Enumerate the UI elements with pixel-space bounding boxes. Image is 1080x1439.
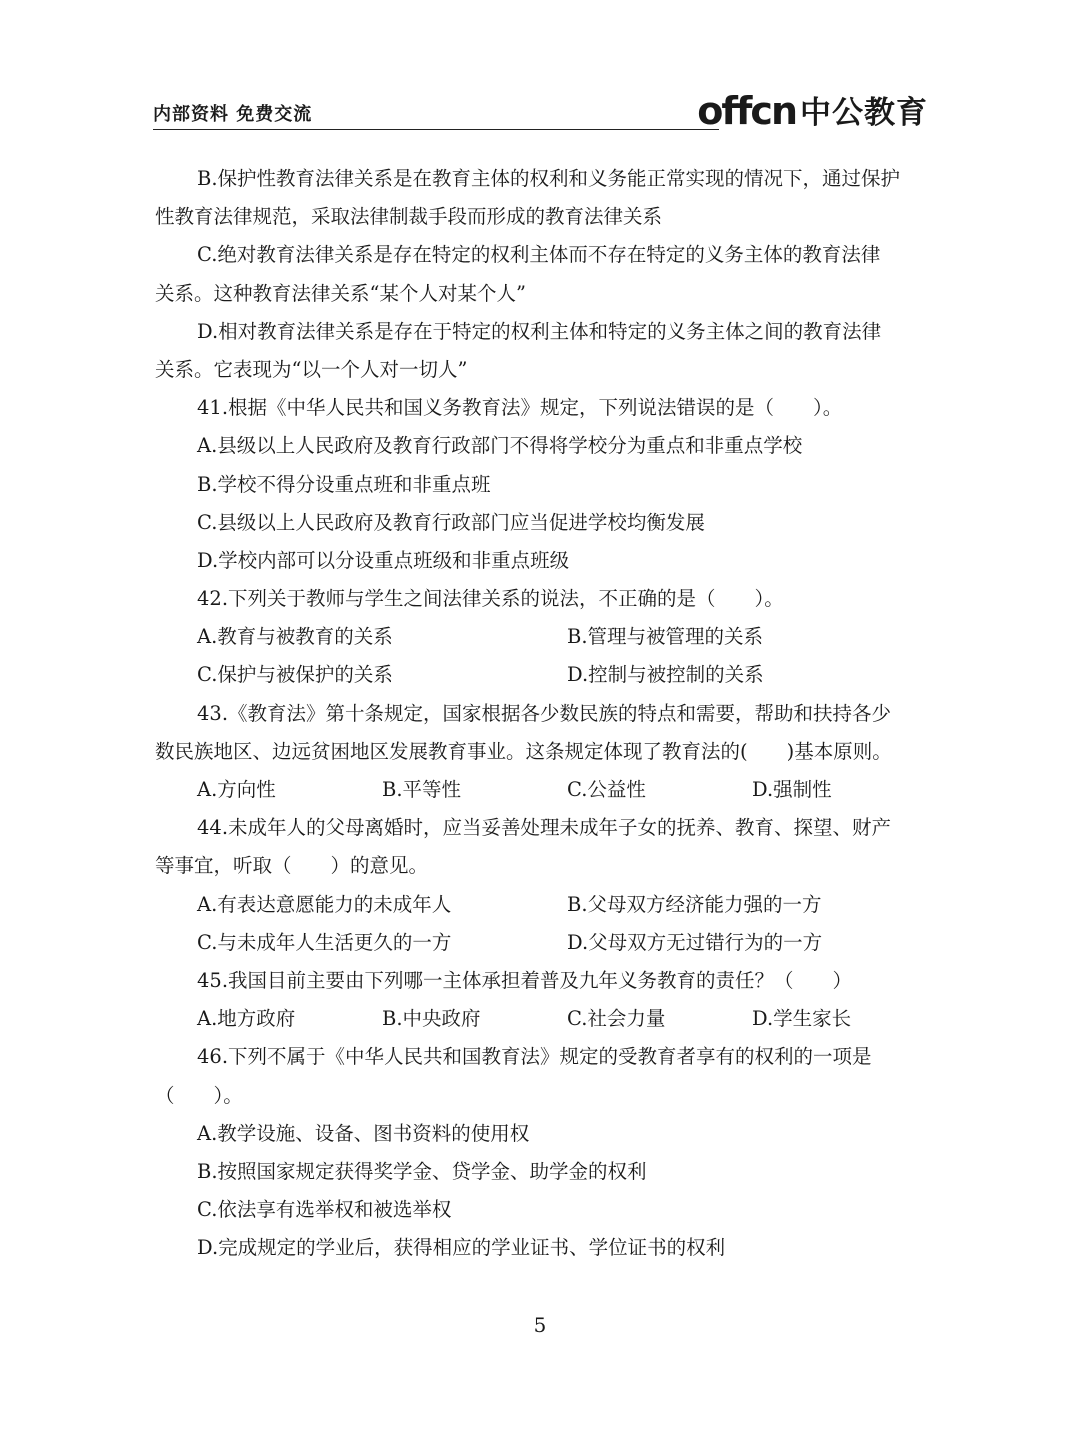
question-46-stem-line-1: 46.下列不属于《中华人民共和国教育法》规定的受教育者享有的权利的一项是 — [197, 1045, 872, 1069]
question-44-option-c: C.与未成年人生活更久的一方 — [197, 930, 452, 954]
page-header — [153, 82, 928, 133]
question-44-options-row-1 — [155, 886, 925, 924]
page-content — [155, 160, 925, 1267]
question-43-options-row — [155, 771, 925, 809]
question-45-stem: 45.我国目前主要由下列哪一主体承担着普及九年义务教育的责任？（ ） — [197, 968, 853, 992]
question-44-option-b: B.父母双方经济能力强的一方 — [567, 892, 822, 916]
page-number: 5 — [533, 1313, 547, 1337]
question-41-stem: 41.根据《中华人民共和国义务教育法》规定，下列说法错误的是（ ）。 — [197, 396, 843, 420]
question-42-option-d: D.控制与被控制的关系 — [567, 663, 764, 687]
question-41-option-b: B.学校不得分设重点班和非重点班 — [197, 472, 491, 496]
question-46-option-a: A.教学设施、设备、图书资料的使用权 — [197, 1121, 530, 1145]
question-45-option-b: B.中央政府 — [382, 1007, 481, 1031]
option-d-line-2: 关系。它表现为“以一个人对一切人” — [155, 357, 468, 381]
question-41-option-c: C.县级以上人民政府及教育行政部门应当促进学校均衡发展 — [197, 510, 705, 534]
question-42-stem: 42.下列关于教师与学生之间法律关系的说法，不正确的是（ ）。 — [197, 587, 784, 611]
question-42-options-row-1 — [155, 618, 925, 656]
question-42-option-b: B.管理与被管理的关系 — [567, 625, 764, 649]
question-42-option-a: A.教育与被教育的关系 — [197, 625, 393, 649]
question-43-option-d: D.强制性 — [752, 778, 832, 801]
question-45-option-d: D.学生家长 — [752, 1007, 852, 1031]
question-43-option-b: B.平等性 — [382, 778, 462, 801]
question-44-option-a: A.有表达意愿能力的未成年人 — [197, 892, 452, 916]
option-b-line-2: 性教育法律规范，采取法律制裁手段而形成的教育法律关系 — [155, 205, 663, 229]
question-43-option-a: A.方向性 — [197, 778, 276, 801]
logo-chinese-text: 中公教育 — [800, 94, 928, 131]
question-45-option-a: A.地方政府 — [197, 1007, 296, 1031]
option-d-line-1: D.相对教育法律关系是存在于特定的权利主体和特定的义务主体之间的教育法律 — [197, 319, 882, 343]
question-43-stem-line-2: 数民族地区、边远贫困地区发展教育事业。这条规定体现了教育法的( )基本原则。 — [155, 739, 892, 763]
question-46-option-d: D.完成规定的学业后，获得相应的学业证书、学位证书的权利 — [197, 1236, 726, 1260]
question-43-stem-line-1: 43.《教育法》第十条规定，国家根据各少数民族的特点和需要，帮助和扶持各少 — [197, 701, 892, 725]
question-46-option-b: B.按照国家规定获得奖学金、贷学金、助学金的权利 — [197, 1159, 647, 1183]
option-c-line-2: 关系。这种教育法律关系“某个人对某个人” — [155, 281, 526, 305]
question-45-option-c: C.社会力量 — [567, 1007, 666, 1031]
offcn-logo — [697, 82, 928, 133]
question-43-option-c: C.公益性 — [567, 778, 646, 801]
header-label: 内部资料 免费交流 — [153, 104, 313, 125]
question-44-stem-line-1: 44.未成年人的父母离婚时，应当妥善处理未成年子女的抚养、教育、探望、财产 — [197, 816, 892, 840]
question-45-options-row — [155, 1000, 925, 1038]
question-42-options-row-2 — [155, 656, 925, 694]
question-41-option-a: A.县级以上人民政府及教育行政部门不得将学校分为重点和非重点学校 — [197, 434, 803, 458]
option-c-line-1: C.绝对教育法律关系是存在特定的权利主体而不存在特定的义务主体的教育法律 — [197, 243, 881, 267]
option-b-line-1: B.保护性教育法律关系是在教育主体的权利和义务能正常实现的情况下，通过保护 — [197, 167, 901, 190]
header-rule — [153, 129, 719, 130]
question-44-options-row-2 — [155, 924, 925, 962]
question-41-option-d: D.学校内部可以分设重点班级和非重点班级 — [197, 548, 570, 572]
question-42-option-c: C.保护与被保护的关系 — [197, 663, 393, 687]
question-44-stem-line-2: 等事宜，听取（ ）的意见。 — [155, 854, 429, 878]
logo-latin-text: offcn — [697, 89, 796, 133]
question-44-option-d: D.父母双方无过错行为的一方 — [567, 930, 823, 954]
question-46-option-c: C.依法享有选举权和被选举权 — [197, 1198, 452, 1222]
question-46-stem-line-2: （ ）。 — [155, 1083, 243, 1107]
